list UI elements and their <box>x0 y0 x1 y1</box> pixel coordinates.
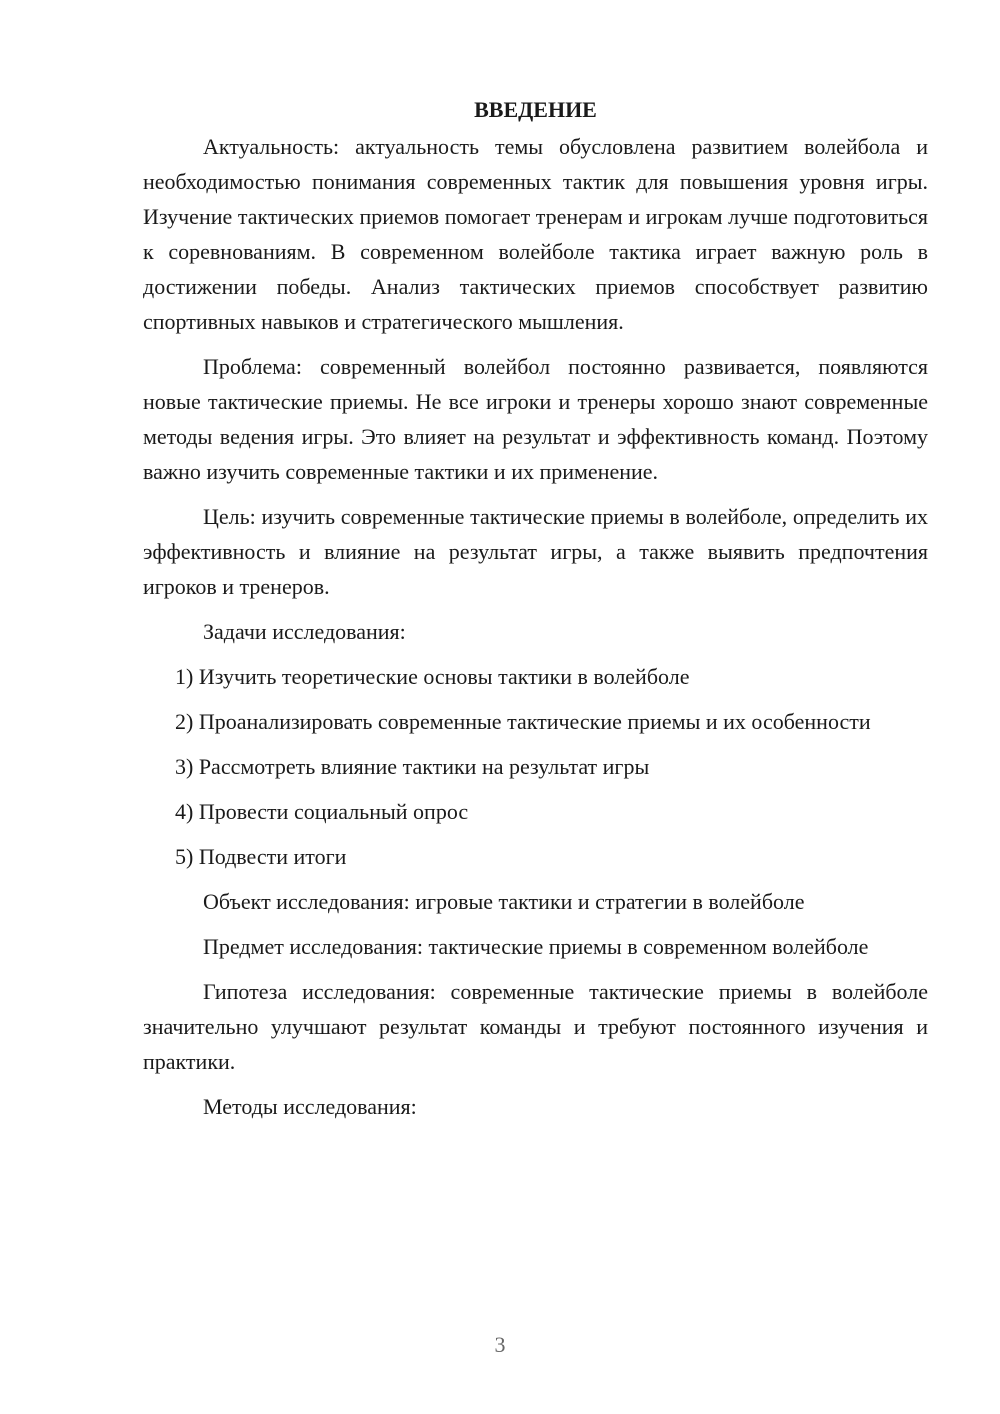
problem-paragraph: Проблема: современный волейбол постоянно развивается, появляются новые тактические приемы. Не все игроки и тренеры хорошо знают современные методы ведения игры. Это влияет на результат и эффективность команд. Поэтому важно изучить современные тактики и их применение. <box>143 354 928 484</box>
section-title: ВВЕДЕНИЕ <box>474 97 597 122</box>
page-number: 3 <box>494 1332 506 1357</box>
task-item: 5) Подвести итоги <box>175 844 347 869</box>
subject-paragraph: Предмет исследования: тактические приемы в современном волейболе <box>203 934 869 959</box>
methods-heading: Методы исследования: <box>203 1094 417 1119</box>
tasks-heading: Задачи исследования: <box>203 619 406 644</box>
task-item: 2) Проанализировать современные тактические приемы и их особенности <box>175 709 871 734</box>
hypothesis-paragraph: Гипотеза исследования: современные тактические приемы в волейболе значительно улучшают результат команды и требуют постоянного изучения и практики. <box>143 979 928 1074</box>
task-item: 1) Изучить теоретические основы тактики в волейболе <box>175 664 690 689</box>
task-item: 4) Провести социальный опрос <box>175 799 469 824</box>
relevance-paragraph: Актуальность: актуальность темы обусловлена развитием волейбола и необходимостью понимания современных тактик для повышения уровня игры. Изучение тактических приемов помогает тренерам и игрокам лучше подготовиться к соревнованиям. В современном волейболе тактика играет важную роль в достижении победы. Анализ тактических приемов способствует развитию спортивных навыков и стратегического мышления. <box>143 134 928 334</box>
document-page <box>143 92 928 1134</box>
object-paragraph: Объект исследования: игровые тактики и стратегии в волейболе <box>203 889 805 914</box>
goal-paragraph: Цель: изучить современные тактические приемы в волейболе, определить их эффективность и влияние на результат игры, а также выявить предпочтения игроков и тренеров. <box>143 504 928 599</box>
task-item: 3) Рассмотреть влияние тактики на результат игры <box>175 754 650 779</box>
